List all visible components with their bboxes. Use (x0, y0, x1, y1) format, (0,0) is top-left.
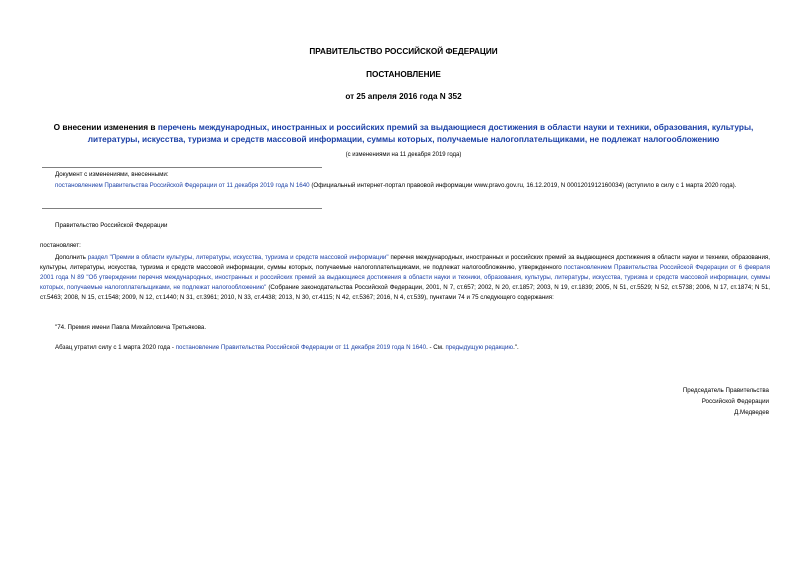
signature-title: Председатель Правительства (682, 387, 769, 394)
decree-date-number: от 25 апреля 2016 года N 352 (345, 92, 462, 101)
item-74: "74. Премия имени Павла Михайловича Третьякова. (55, 324, 207, 331)
lapsed-text-1: Абзац утратил силу с 1 марта 2020 года - (55, 344, 176, 351)
para-text-1: Дополнить (55, 254, 88, 261)
lapsed-paragraph (55, 343, 519, 353)
government-heading: ПРАВИТЕЛЬСТВО РОССИЙСКОЙ ФЕДЕРАЦИИ (309, 47, 498, 56)
changes-note (55, 181, 770, 191)
decree-heading: ПОСТАНОВЛЕНИЕ (366, 70, 441, 79)
lapsed-text-3: .". (513, 344, 519, 351)
changes-heading: Документ с изменениями, внесенными: (55, 171, 169, 178)
divider-top (42, 167, 322, 168)
signature-name: Д.Медведев (734, 409, 769, 416)
signature-org: Российской Федерации (701, 398, 769, 405)
amended-note: (с изменениями на 11 декабря 2019 года) (345, 152, 462, 158)
divider-bottom (42, 208, 322, 209)
title-link[interactable]: перечень международных, иностранных и российских премий за выдающиеся достижения в области науки и техники, образования, культуры, литературы, искусства, туризма и средств массовой информации, суммы которых, получаемые налогоплательщиками, не подлежат налогообложению (87, 122, 754, 144)
document-title (40, 121, 767, 145)
changes-link[interactable]: постановлением Правительства Российской Федерации от 11 декабря 2019 года N 1640 (55, 182, 310, 189)
previous-edition-link[interactable]: предыдущую редакцию (445, 344, 514, 351)
lapsed-text-2: . - См. (426, 344, 446, 351)
changes-rest: (Официальный интернет-портал правовой информации www.pravo.gov.ru, 16.12.2019, N 0001201912160034) (вступило в силу с 1 марта 2020 года). (309, 182, 737, 189)
main-paragraph (40, 253, 770, 303)
title-prefix: О внесении изменения в (53, 122, 158, 132)
para-text-2: перечня международных, иностранных и российских премий за выдающиеся достижения в области науки и техники, образования, культуры, литературы, искусства, туризма и средств массовой информации, суммы которых, получаемые налогоплательщиками, не подлежат налогообложению, утвержденного (40, 254, 770, 271)
decrees-line: постановляет: (40, 242, 81, 249)
government-line: Правительство Российской Федерации (55, 222, 168, 229)
section-link[interactable]: раздел "Премии в области культуры, литературы, искусства, туризма и средств массовой информации" (87, 254, 389, 261)
decree-89-link[interactable]: постановлением Правительства Российской Федерации от 6 февраля 2001 года N 89 "Об утверждении перечня международных, иностранных и российских премий за выдающиеся достижения в области науки и техники, образования, культуры, литературы, искусства, туризма и средств массовой информации, суммы которых, получаемые налогоплательщиками, не подлежат налогообложению" (40, 264, 770, 291)
para-text-3: (Собрание законодательства Российской Федерации, 2001, N 7, ст.657; 2002, N 20, ст.1857; 2003, N 19, ст.1839; 2005, N 51, ст.5529; N 52, ст.5738; 2006, N 17, ст.1874; N 51, ст.5463; 2008, N 15, ст.1548; 2009, N 12, ст.1440; N 31, ст.3961; 2010, N 33, ст.4438; 2013, N 30, ст.4115; N 42, ст.5367; 2016, N 4, ст.539), пунктами 74 и 75 следующего содержания: (40, 284, 770, 301)
lapsed-decree-link[interactable]: постановление Правительства Российской Федерации от 11 декабря 2019 года N 1640 (175, 344, 427, 351)
